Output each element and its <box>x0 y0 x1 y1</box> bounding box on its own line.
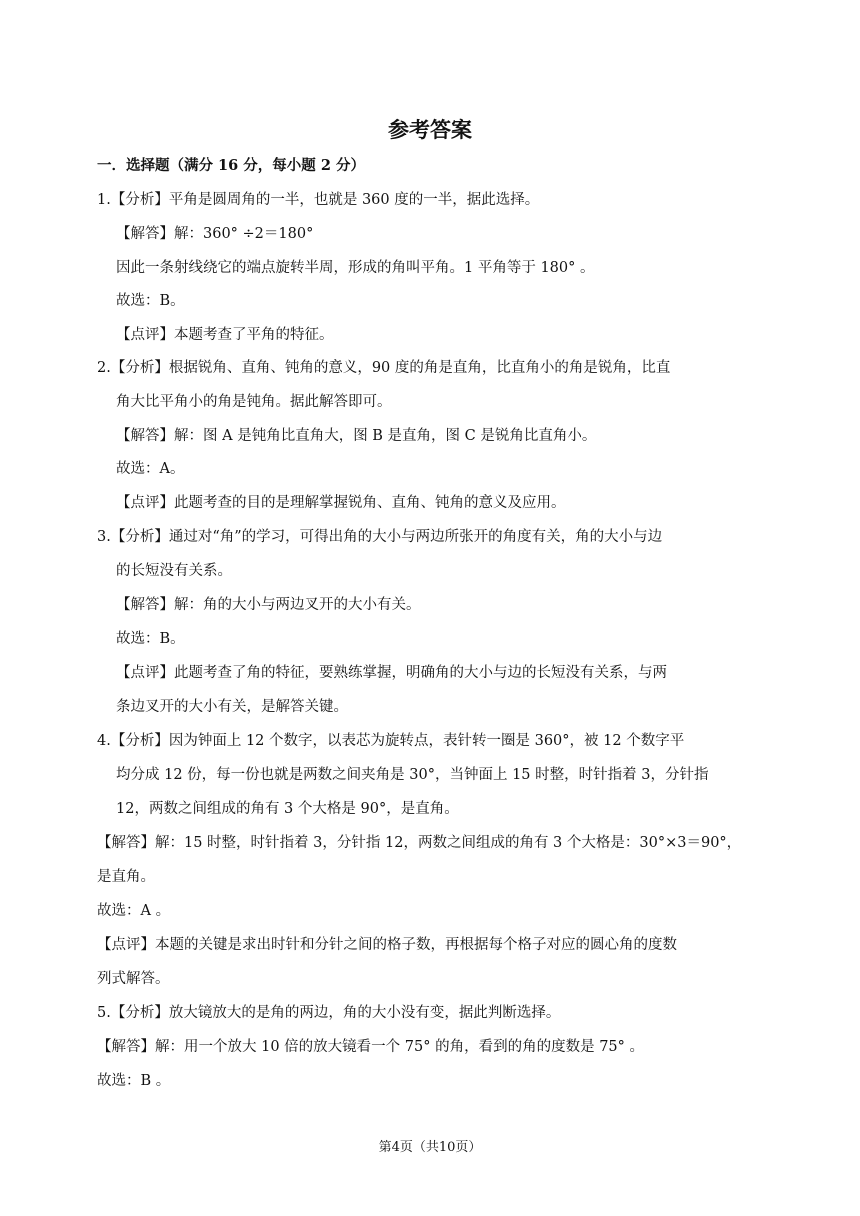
q2-solution: 【解答】解：图 A 是钝角比直角大，图 B 是直角，图 C 是锐角比直角小。 <box>116 428 597 444</box>
q1-detail: 因此一条射线绕它的端点旋转半周，形成的角叫平角。1 平角等于 180° 。 <box>116 260 595 276</box>
q4-comment-line1: 【点评】本题的关键是求出时针和分针之间的格子数，再根据每个格子对应的圆心角的度数 <box>97 937 677 953</box>
section-heading: 一．选择题（满分 16 分，每小题 2 分） <box>97 157 365 174</box>
q1-comment: 【点评】本题考查了平角的特征。 <box>116 327 334 343</box>
q4-comment-line2: 列式解答。 <box>97 971 170 987</box>
page-title: 参考答案 <box>388 118 472 142</box>
q4-solution-line2: 是直角。 <box>97 869 155 885</box>
q2-choice: 故选：A。 <box>116 461 185 477</box>
q4-analysis-line3: 12，两数之间组成的角有 3 个大格是 90°，是直角。 <box>116 801 459 817</box>
q3-analysis-line1: 3.【分析】通过对“角”的学习，可得出角的大小与两边所张开的角度有关，角的大小与边 <box>97 529 663 545</box>
q3-choice: 故选：B。 <box>116 631 185 647</box>
q5-analysis: 5.【分析】放大镜放大的是角的两边，角的大小没有变，据此判断选择。 <box>97 1005 561 1021</box>
q1-solution: 【解答】解：360° ÷2＝180° <box>116 226 314 242</box>
q4-analysis-line1: 4.【分析】因为钟面上 12 个数字，以表芯为旋转点，表针转一圈是 360°，被 12 个数字平 <box>97 733 685 749</box>
q3-analysis-line2: 的长短没有关系。 <box>116 563 232 579</box>
q2-analysis-line2: 角大比平角小的角是钝角。据此解答即可。 <box>116 394 392 410</box>
q3-comment-line1: 【点评】此题考查了角的特征，要熟练掌握，明确角的大小与边的长短没有关系，与两 <box>116 665 667 681</box>
q1-analysis: 1.【分析】平角是圆周角的一半，也就是 360 度的一半，据此选择。 <box>97 192 540 208</box>
q4-analysis-line2: 均分成 12 份，每一份也就是两数之间夹角是 30°，当钟面上 15 时整，时针指着 3，分针指 <box>116 767 709 783</box>
q3-comment-line2: 条边叉开的大小有关，是解答关键。 <box>116 699 348 715</box>
q5-solution: 【解答】解：用一个放大 10 倍的放大镜看一个 75° 的角，看到的角的度数是 75° 。 <box>97 1039 645 1055</box>
page-footer: 第4页（共10页） <box>378 1140 482 1155</box>
q5-choice: 故选：B 。 <box>97 1073 171 1089</box>
q2-comment: 【点评】此题考查的目的是理解掌握锐角、直角、钝角的意义及应用。 <box>116 495 566 511</box>
q4-solution-line1: 【解答】解：15 时整，时针指着 3，分针指 12，两数之间组成的角有 3 个大格是：30°×3＝90°， <box>97 835 742 851</box>
q3-solution: 【解答】解：角的大小与两边叉开的大小有关。 <box>116 597 421 613</box>
q4-choice: 故选：A 。 <box>97 903 171 919</box>
q1-choice: 故选：B。 <box>116 293 185 309</box>
q2-analysis-line1: 2.【分析】根据锐角、直角、钝角的意义，90 度的角是直角，比直角小的角是锐角，比直 <box>97 360 671 376</box>
